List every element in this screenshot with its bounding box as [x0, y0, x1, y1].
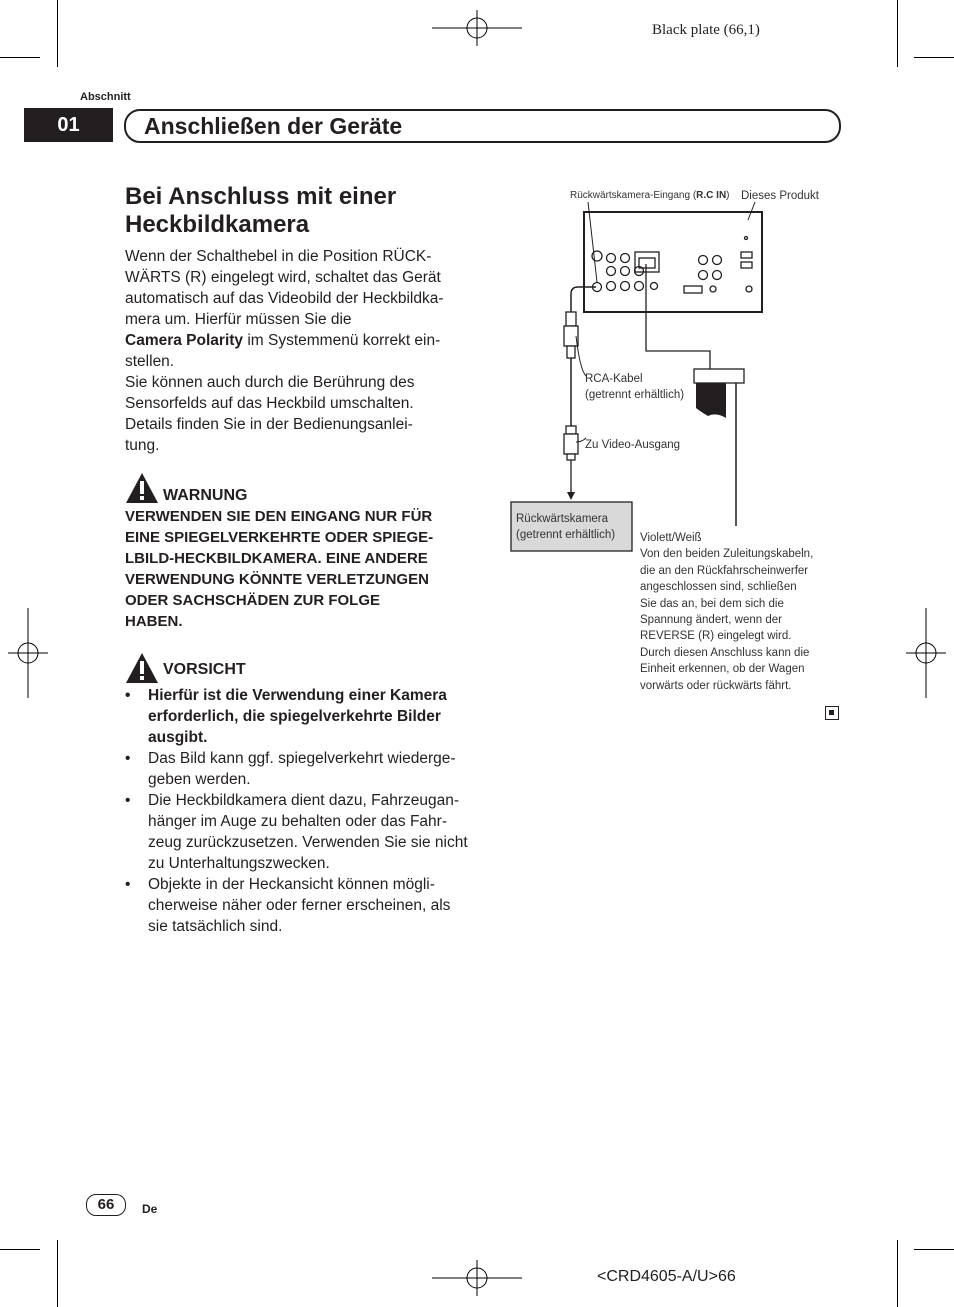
list-item-line: • Objekte in der Heckansicht können mögli-: [148, 876, 435, 893]
rc-input-label: [570, 188, 730, 204]
product-label: Dieses Produkt: [741, 190, 819, 202]
camera-label-line: Rückwärtskamera: [516, 513, 609, 525]
rca-cable-label-line: RCA-Kabel: [585, 373, 643, 385]
note-line: die an den Rückfahrscheinwerfer: [640, 564, 809, 577]
warning-icon: [125, 472, 159, 504]
note-line: Durch diesen Anschluss kann die: [640, 646, 810, 659]
warning-line: LBILD-HECKBILDKAMERA. EINE ANDERE: [125, 550, 428, 567]
note-line: Spannung ändert, wenn der: [640, 614, 782, 627]
page-title: Bei Anschluss mit einer Heckbildkamera: [125, 183, 397, 238]
rc-input-label-bold: R.C IN: [696, 190, 727, 201]
list-item: [125, 685, 475, 748]
list-item-line: cherweise näher oder ferner erscheinen, als: [148, 897, 451, 914]
intro-line: stellen.: [125, 353, 175, 370]
connector-box: [694, 369, 744, 383]
crop-mark: [897, 1240, 898, 1307]
intro-line-tail: im Systemmenü korrekt ein-: [243, 332, 441, 349]
crop-mark: [57, 1240, 58, 1307]
intro-line: Sensorfelds auf das Heckbild umschalten.: [125, 395, 414, 412]
intro-line: Sie können auch durch die Berührung des: [125, 374, 415, 391]
note-line: REVERSE (R) eingelegt wird.: [640, 630, 792, 643]
intro-line: Wenn der Schalthebel in die Position RÜCK-: [125, 248, 432, 265]
intro-line: [125, 330, 475, 351]
intro-line: Details finden Sie in der Bedienungsanlei-: [125, 416, 413, 433]
list-item-line: ausgibt.: [148, 729, 208, 746]
list-item: [125, 874, 475, 937]
list-item: [125, 790, 475, 874]
note-line: Sie das an, bei dem sich die: [640, 597, 784, 610]
warning-text: [125, 506, 475, 632]
rca-plug-top: [564, 312, 578, 358]
camera-label: [516, 511, 615, 543]
page-number: 66: [86, 1194, 126, 1216]
warning-line: VERWENDEN SIE DEN EINGANG NUR FÜR: [125, 508, 433, 525]
caution-list: [125, 685, 475, 937]
intro-line: mera um. Hierfür müssen Sie die: [125, 311, 352, 328]
violet-note: [640, 530, 840, 694]
crop-mark: [57, 0, 58, 67]
caution-heading: VORSICHT: [163, 661, 246, 678]
list-item-line: • Hierfür ist die Verwendung einer Kamera: [148, 687, 447, 704]
document-code: <CRD4605-A/U>66: [597, 1268, 736, 1285]
list-item-line: erforderlich, die spiegelverkehrte Bilder: [148, 708, 441, 725]
video-out-label: Zu Video-Ausgang: [585, 439, 681, 451]
list-item-line: zeug zurückzusetzen. Verwenden Sie sie nicht: [148, 834, 468, 851]
list-item-line: hänger im Auge zu behalten oder das Fahr-: [148, 813, 447, 830]
rc-input-label-text: Rückwärtskamera-Eingang (: [570, 190, 697, 201]
plate-label: Black plate (66,1): [652, 22, 760, 38]
crop-mark: [897, 0, 898, 67]
section-number: 01: [24, 108, 113, 142]
intro-line: tung.: [125, 437, 160, 454]
note-line: Einheit erkennen, ob der Wagen: [640, 663, 805, 676]
list-item: [125, 748, 475, 790]
note-line: vorwärts oder rückwärts fährt.: [640, 679, 792, 692]
caution-icon: [125, 652, 159, 684]
crop-mark: [0, 57, 40, 58]
list-item-line: • Die Heckbildkamera dient dazu, Fahrzeugan-: [148, 792, 460, 809]
warning-heading: WARNUNG: [163, 487, 248, 504]
section-title: Anschließen der Geräte: [124, 109, 841, 143]
warning-line: ODER SACHSCHÄDEN ZUR FOLGE: [125, 592, 381, 609]
note-line: angeschlossen sind, schließen: [640, 581, 797, 594]
list-item-line: geben werden.: [148, 771, 251, 788]
warning-line: HABEN.: [125, 613, 183, 630]
wiring-diagram: [500, 180, 850, 560]
warning-line: EINE SPIEGELVERKEHRTE ODER SPIEGE-: [125, 529, 434, 546]
registration-mark-left: [8, 608, 48, 698]
crop-mark: [914, 57, 954, 58]
rc-input-label-close: ): [726, 190, 730, 201]
intro-line: automatisch auf das Videobild der Heckbildka-: [125, 290, 444, 307]
rca-cable-label-line: (getrennt erhältlich): [585, 389, 685, 401]
section-label: Abschnitt: [80, 91, 131, 103]
list-item-line: sie tatsächlich sind.: [148, 918, 283, 935]
arrow-head: [567, 492, 575, 500]
list-item-line: zu Unterhaltungszwecken.: [148, 855, 330, 872]
rca-plug-bottom: [564, 426, 578, 460]
registration-mark-bottom: [430, 1258, 524, 1298]
registration-mark-right: [906, 608, 946, 698]
crop-mark: [914, 1249, 954, 1250]
rca-cable-label: [585, 371, 684, 403]
registration-mark-top: [430, 8, 524, 48]
end-mark-icon: [825, 706, 839, 720]
note-line: Von den beiden Zuleitungskabeln,: [640, 548, 814, 561]
language-label: De: [142, 1202, 158, 1216]
wire-bundle: [696, 383, 726, 418]
camera-label-line: (getrennt erhältlich): [516, 529, 616, 541]
intro-line: WÄRTS (R) eingelegt wird, schaltet das Gerät: [125, 269, 441, 286]
violet-label: Violett/Weiß: [640, 532, 702, 544]
list-item-line: • Das Bild kann ggf. spiegelverkehrt wiederge-: [148, 750, 456, 767]
intro-text: [125, 246, 475, 456]
crop-mark: [0, 1249, 40, 1250]
camera-polarity-term: Camera Polarity: [125, 332, 244, 349]
warning-line: VERWENDUNG KÖNNTE VERLETZUNGEN: [125, 571, 429, 588]
